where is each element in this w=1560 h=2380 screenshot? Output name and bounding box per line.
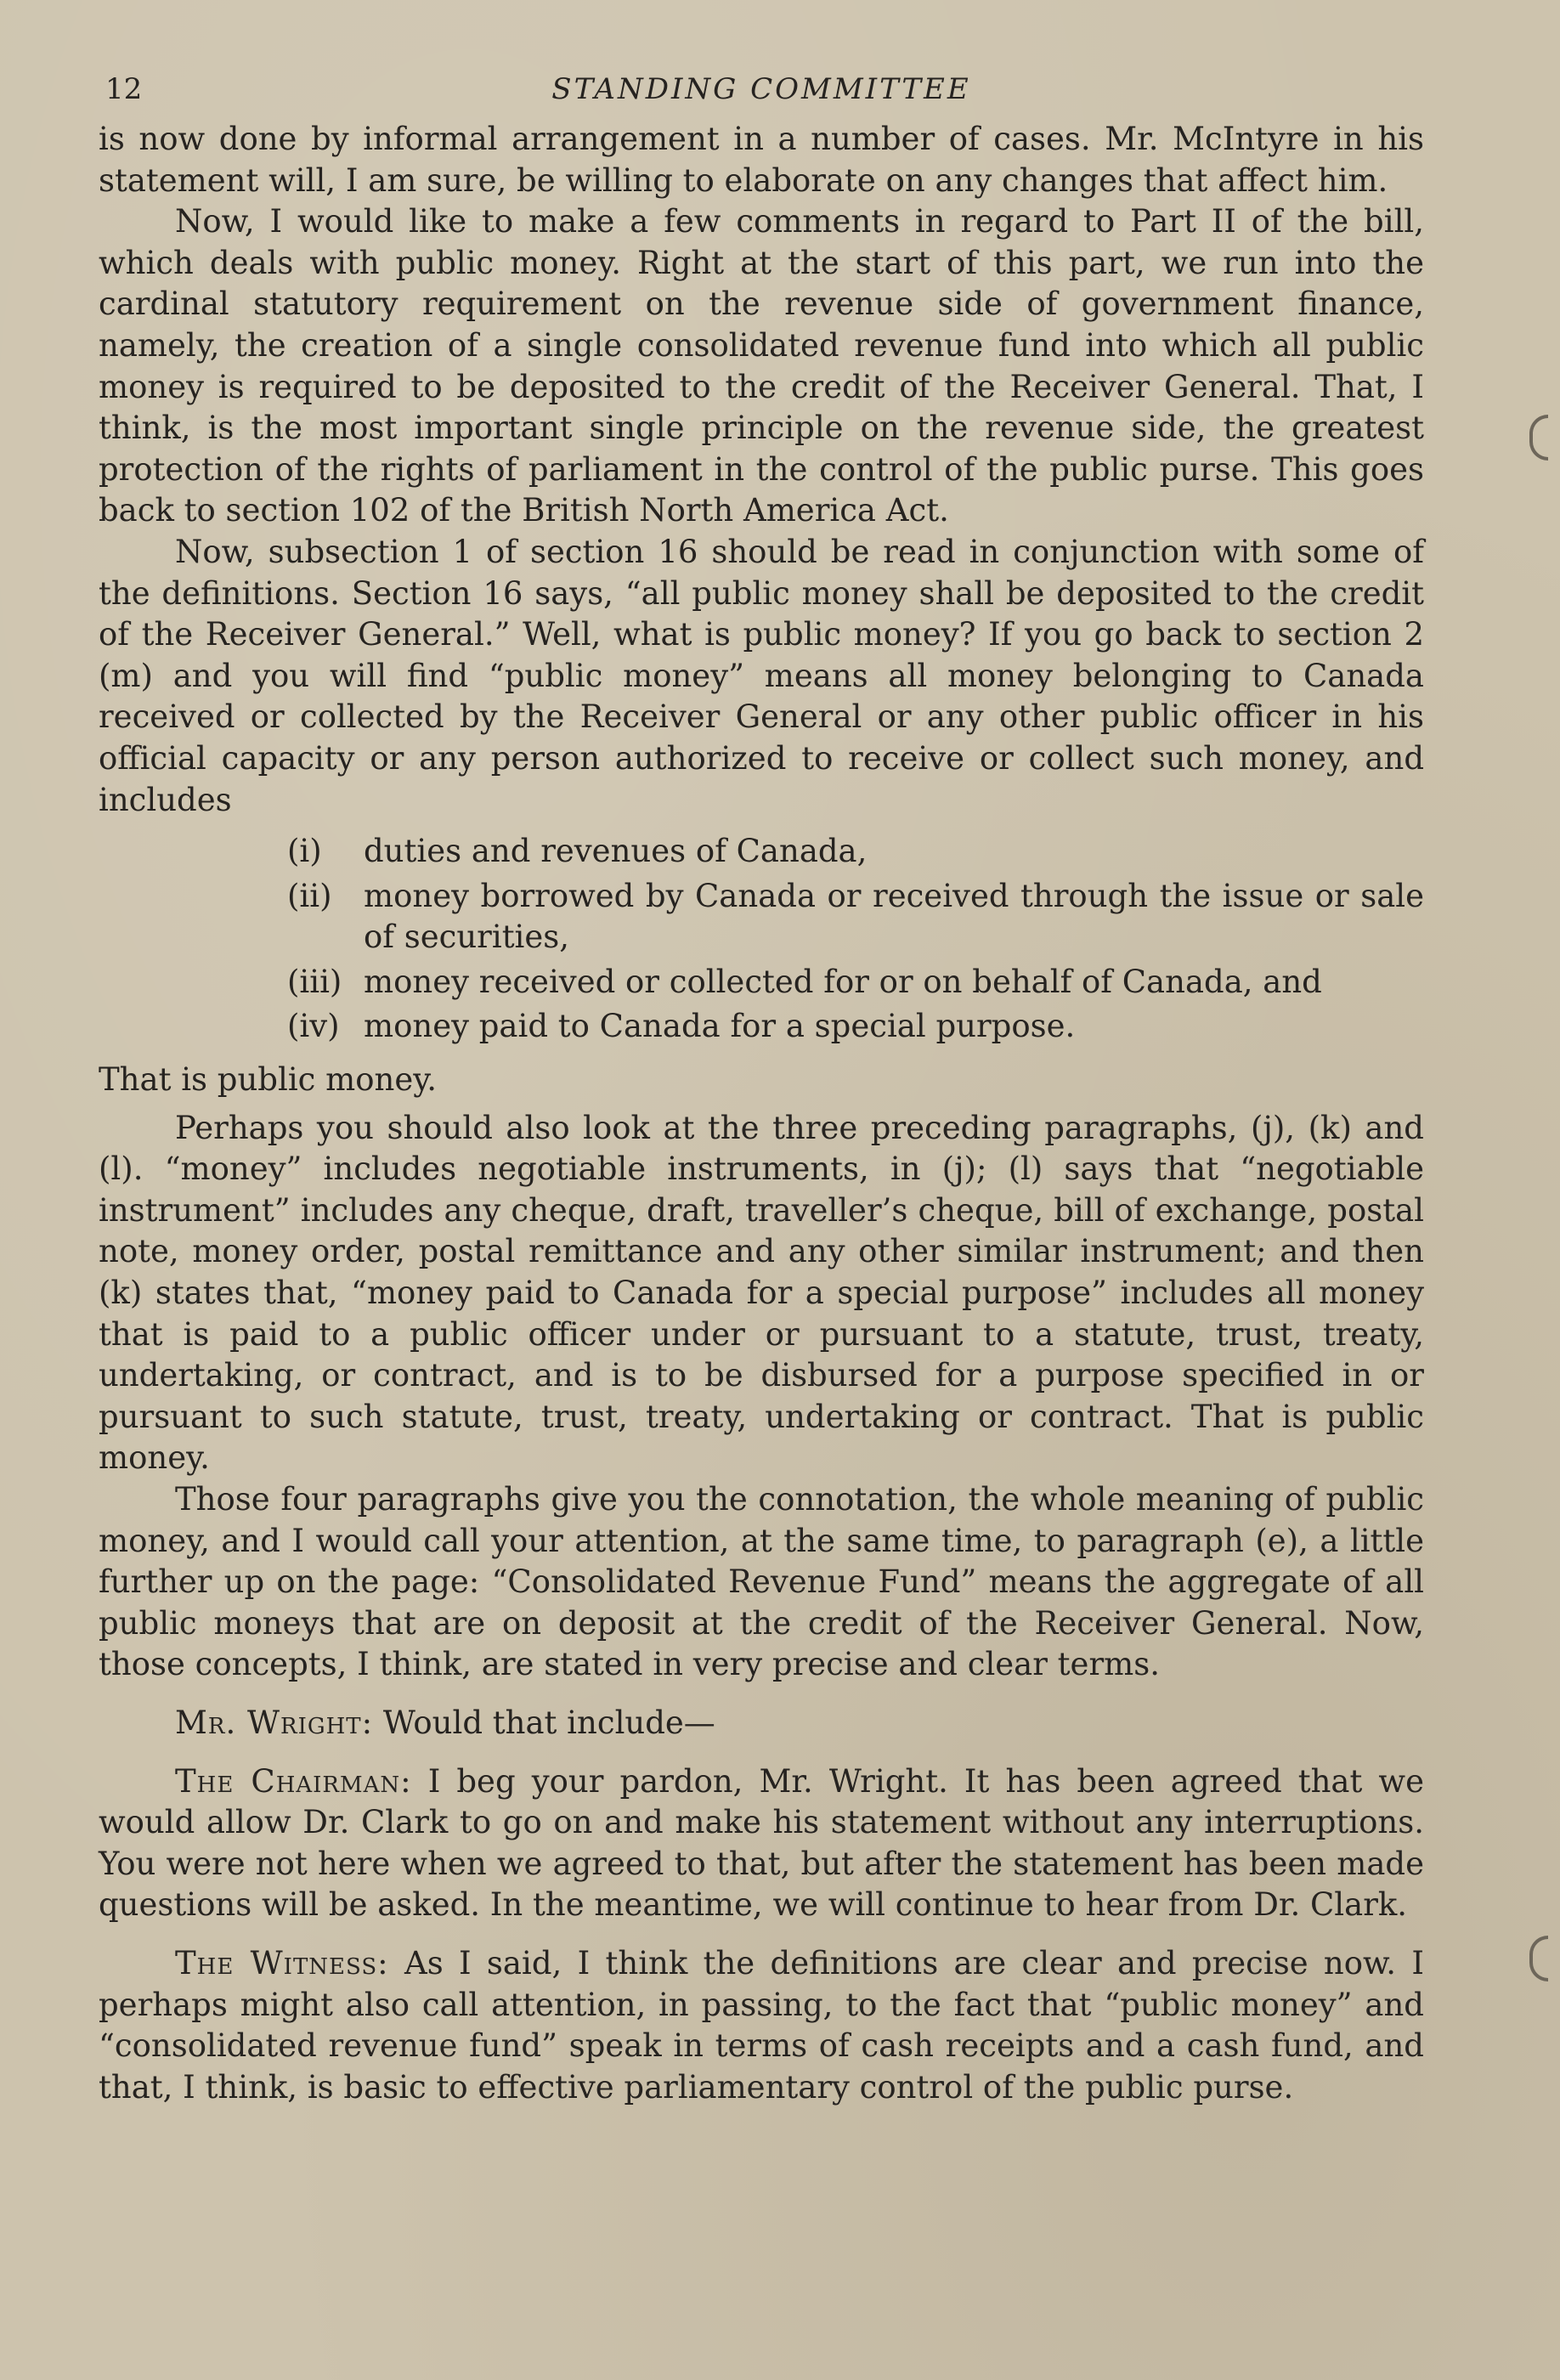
dialogue-witness — [99, 1943, 1424, 2108]
body-text — [99, 119, 1424, 2108]
list-item — [99, 962, 1424, 1003]
running-title: STANDING COMMITTEE — [551, 72, 971, 106]
speaker-name: The Chairman: — [175, 1762, 412, 1800]
list-item — [99, 1006, 1424, 1048]
list-item-text: money paid to Canada for a special purpose. — [364, 1008, 1076, 1045]
list-item-text: money borrowed by Canada or received through the issue or sale of securities, — [364, 877, 1424, 956]
speaker-name: The Witness: — [175, 1944, 389, 1981]
paragraph-section-16: Now, subsection 1 of section 16 should be read in conjunction with some of the definitions. Section 16 says, “all public money shall be deposited to the credit of the Receiver General.” Well, what is public money? If you go back to section 2 (m) and you will find “public money” means all money belonging to Canada received or collected by the Receiver General or any other public officer in his official capacity or any person authorized to receive or collect such money, and includes — [99, 533, 1424, 818]
list-item-number: (iii) — [287, 963, 342, 1000]
list-item — [99, 876, 1424, 958]
dialogue-text: As I said, I think the definitions are clear and precise now. I perhaps might also call attention, in passing, to the fact that “public money” and “consolidated revenue fund” speak in terms of cash receipts and a cash fund, and that, I think, is basic to effective parliamentary control of the public purse. — [99, 1944, 1424, 2106]
list-item-number: (i) — [287, 833, 322, 870]
page-number: 12 — [105, 72, 143, 106]
list-item-number: (iv) — [287, 1008, 340, 1045]
running-head — [99, 59, 1424, 119]
document-page — [99, 59, 1424, 2354]
list-item — [99, 831, 1424, 873]
dialogue-text: Would that include— — [382, 1704, 715, 1741]
paragraph-that-is-public-money: That is public money. — [99, 1061, 437, 1099]
margin-binding-mark — [1529, 1936, 1548, 1981]
paragraph-four-paragraphs: Those four paragraphs give you the connotation, the whole meaning of public money, and I would call your attention, at the same time, to paragraph (e), a little further up on the page: “Consolidated Revenue Fund” means the aggregate of all public moneys that are on deposit at the credit of the Receiver General. Now, those concepts, I think, are stated in very precise and clear terms. — [99, 1481, 1424, 1683]
margin-binding-mark — [1529, 415, 1548, 461]
speaker-name: Mr. Wright: — [175, 1704, 374, 1741]
paragraph-part-ii: Now, I would like to make a few comments in regard to Part II of the bill, which deals with public money. Right at the start of this part, we run into the cardinal statutory requirement on the revenue side of government finance, namely, the creation of a single consolidated revenue fund into which all public money is required to be deposited to the credit of the Receiver General. That, I think, is the most important single principle on the revenue side, the greatest protection of the rights of parliament in the control of the public purse. This goes back to section 102 of the British North America Act. — [99, 203, 1424, 529]
dialogue-mr-wright — [99, 1703, 1424, 1744]
dialogue-text: I beg your pardon, Mr. Wright. It has been agreed that we would allow Dr. Clark to go on and make his statement without any interruptions. You were not here when we agreed to that, but after the statement has been made questions will be asked. In the meantime, we will continue to hear from Dr. Clark. — [99, 1762, 1424, 1924]
public-money-definition-list — [99, 831, 1424, 1048]
list-item-text: duties and revenues of Canada, — [364, 833, 868, 870]
list-item-number: (ii) — [287, 877, 332, 914]
paragraph-preceding-paragraphs: Perhaps you should also look at the three preceding paragraphs, (j), (k) and (l). “money” includes negotiable instruments, in (j); (l) says that “negotiable instrument” includes any cheque, draft, traveller’s cheque, bill of exchange, postal note, money order, postal remittance and any other similar instrument; and then (k) states that, “money paid to Canada for a special purpose” includes all money that is paid to a public officer under or pursuant to a statute, trust, treaty, undertaking, or contract, and is to be disbursed for a purpose specified in or pursuant to such statute, trust, treaty, undertaking or contract. That is public money. — [99, 1109, 1424, 1477]
dialogue-chairman — [99, 1761, 1424, 1926]
paragraph-continued: is now done by informal arrangement in a number of cases. Mr. McIntyre in his statement will, I am sure, be willing to elaborate on any changes that affect him. — [99, 121, 1424, 199]
list-item-text: money received or collected for or on behalf of Canada, and — [364, 963, 1322, 1000]
